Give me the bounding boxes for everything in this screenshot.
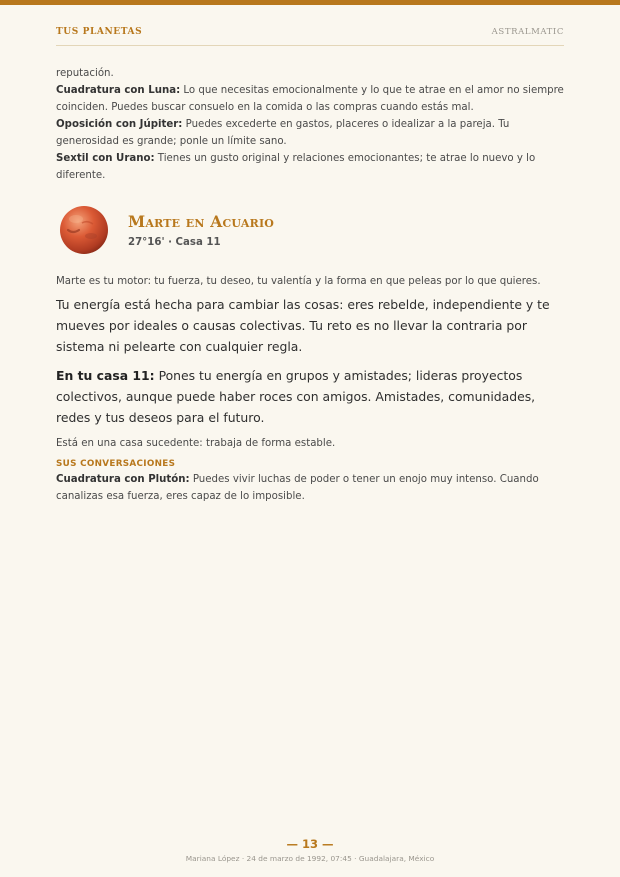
house-interpretation [56, 365, 566, 428]
section-title: TUS PLANETAS [56, 27, 143, 37]
planet-intro: Marte es tu motor: tu fuerza, tu deseo, tu valentía y la forma en que peleas por lo que quieres. [56, 276, 541, 287]
footer-meta: Mariana López · 24 de marzo de 1992, 07:45 · Guadalajara, México [185, 854, 435, 863]
aspect-text: Puedes vivir luchas de poder o tener un enojo muy intenso. Cuando canalizas esa fuerza, eres capaz de lo imposible. [56, 474, 539, 502]
page-header [56, 27, 564, 46]
page-content [56, 65, 566, 505]
aspect-label: Oposición con Júpiter: [56, 119, 183, 130]
planet-title: Marte en Acuario [128, 212, 275, 231]
aspect-text: Lo que necesitas emocionalmente y lo que te atrae en el amor no siempre coinciden. Puedes buscar consuelo en la comida o las compras cuando estás mal. [56, 85, 564, 113]
sign-interpretation: Tu energía está hecha para cambiar las cosas: eres rebelde, independiente y te mueves por ideales o causas colectivas. Tu reto es no llevar la contraria por sistema ni pelearte con cualquier regla. [56, 297, 550, 354]
aspect-text: Puedes excederte en gastos, placeres o idealizar a la pareja. Tu generosidad es grande; ponle un límite sano. [56, 119, 510, 147]
aspect-item [56, 471, 566, 505]
aspect-text: Tienes un gusto original y relaciones emocionantes; te atrae lo nuevo y lo diferente. [56, 153, 536, 181]
aspect-label: Cuadratura con Luna: [56, 85, 181, 96]
planet-heading-text [128, 212, 274, 248]
conversations-heading: SUS CONVERSACIONES [56, 459, 176, 469]
planet-heading [56, 200, 566, 260]
house-label: En tu casa 11: [56, 368, 155, 383]
house-type-note: Está en una casa sucedente: trabaja de forma estable. [56, 438, 336, 449]
brand-name: ASTRALMATIC [491, 27, 564, 37]
mars-planet-icon [59, 205, 109, 255]
aspect-item [56, 116, 566, 150]
continuation-text: reputación. [56, 68, 114, 79]
house-text: Pones tu energía en grupos y amistades; lideras proyectos colectivos, aunque puede haber roces con amigos. Amistades, comunidades, redes y tus deseos para el futuro. [56, 368, 536, 425]
top-accent-bar [0, 0, 620, 5]
page-number: — 13 — [286, 837, 334, 851]
aspect-item [56, 150, 566, 184]
aspect-label: Sextil con Urano: [56, 153, 155, 164]
planet-position: 27°16' · Casa 11 [128, 237, 221, 248]
aspect-item [56, 82, 566, 116]
aspect-label: Cuadratura con Plutón: [56, 474, 190, 485]
